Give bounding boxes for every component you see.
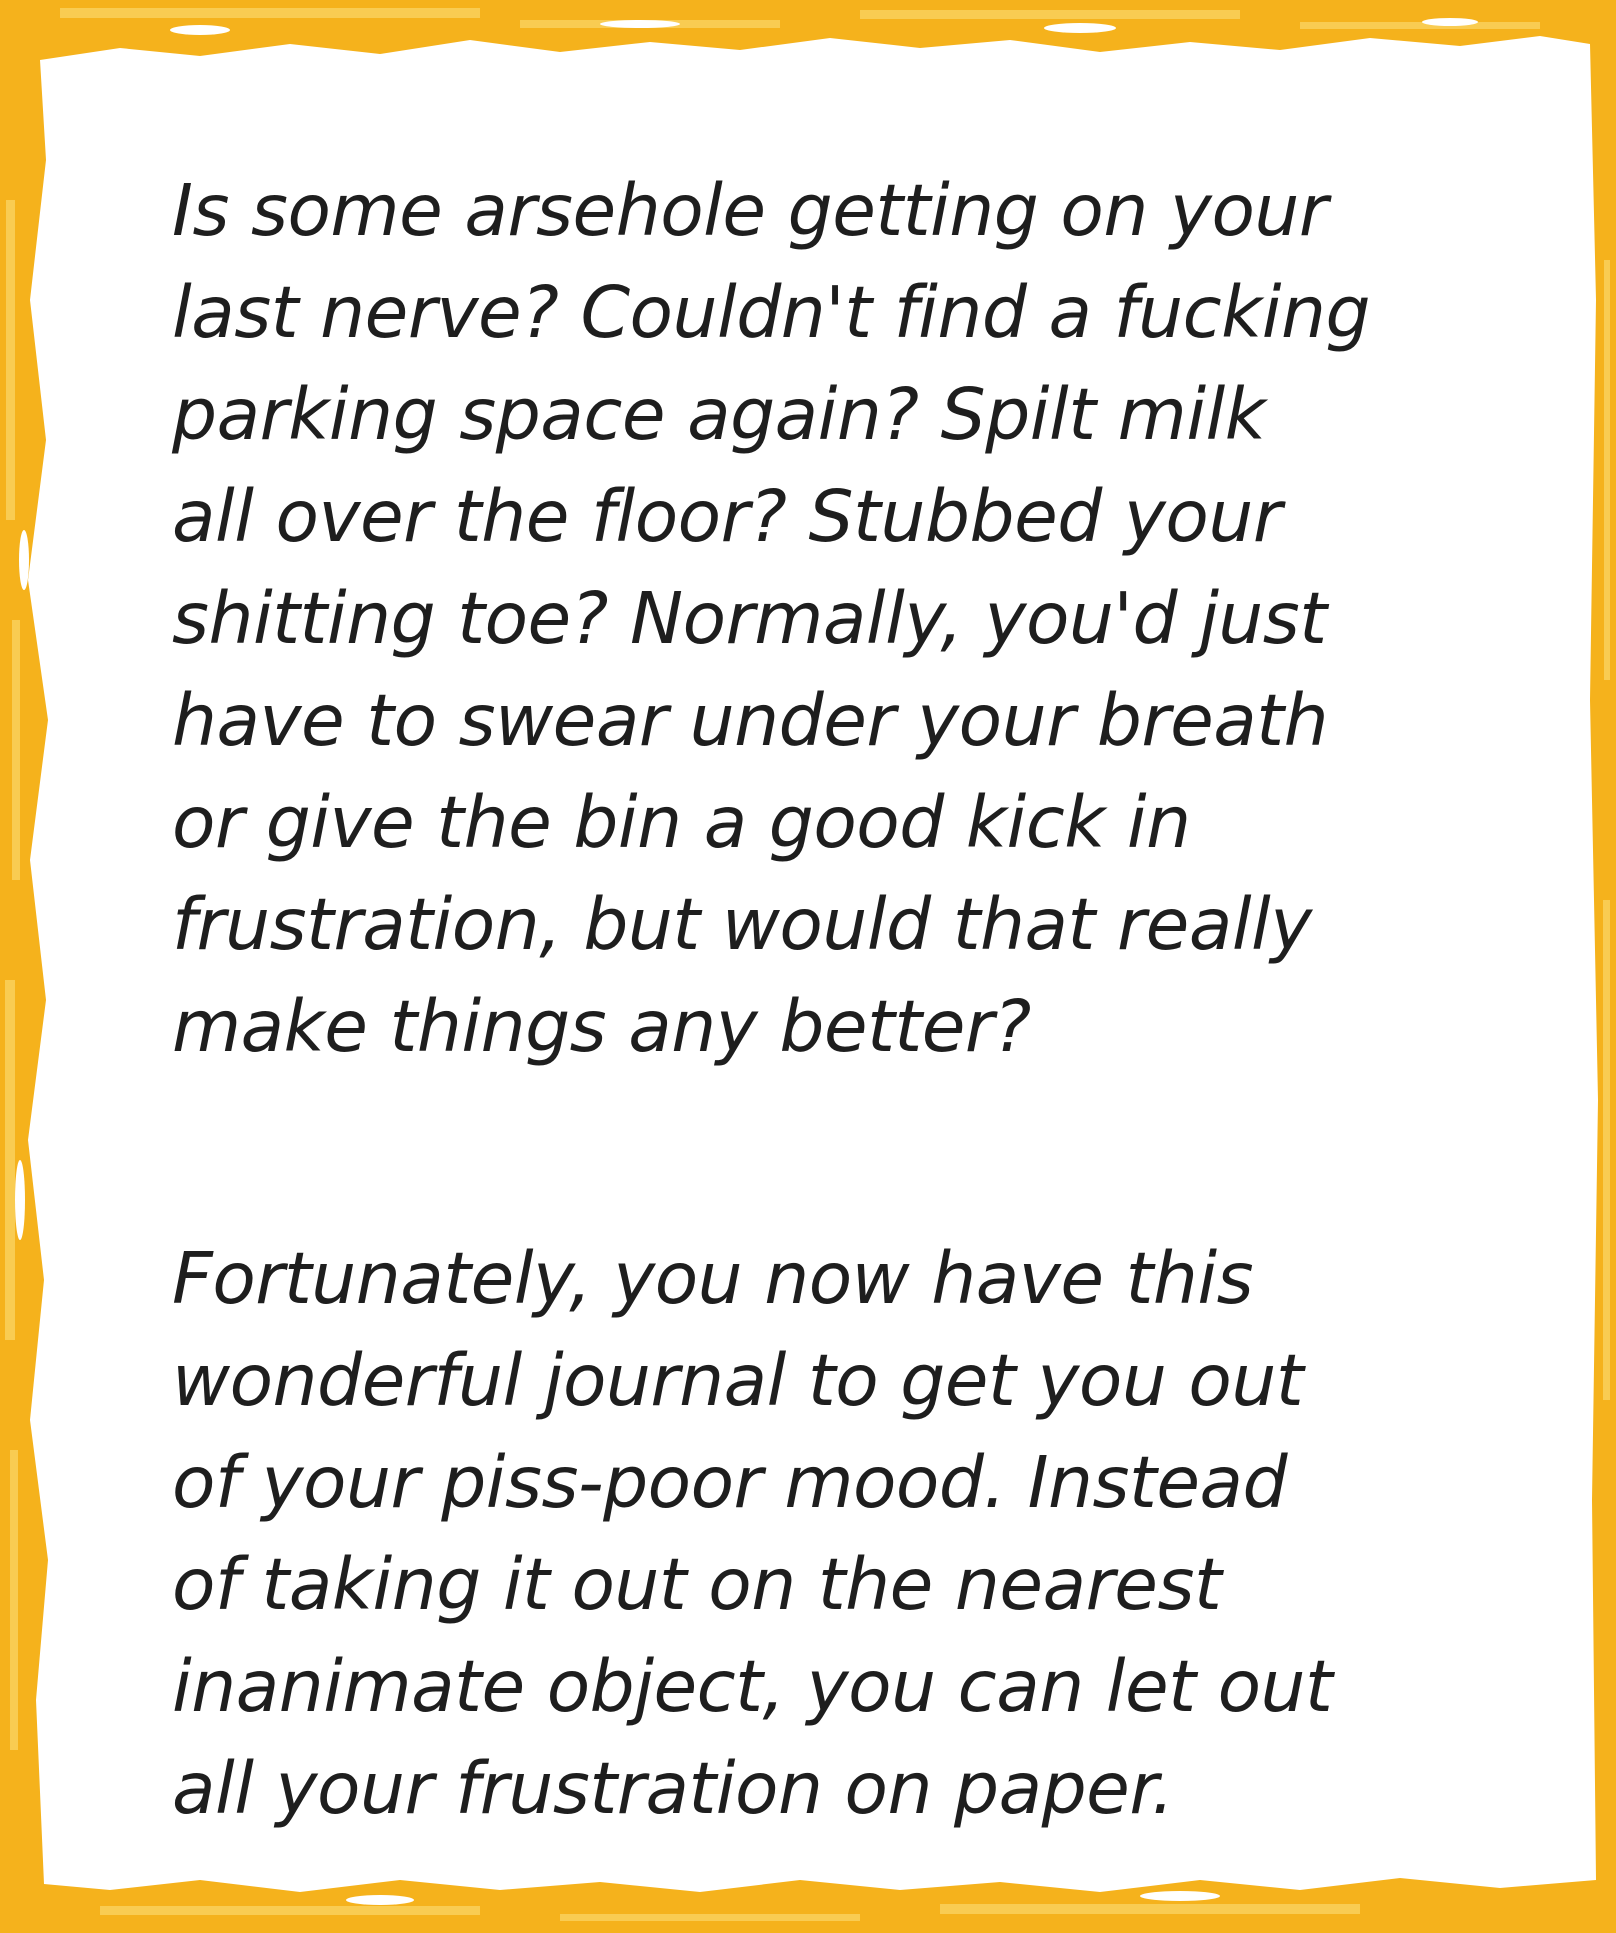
text-line: make things any better?	[172, 985, 1031, 1068]
text-line: frustration, but would that really	[172, 883, 1312, 966]
text-line: of taking it out on the nearest	[172, 1543, 1222, 1626]
text-line: all over the floor? Stubbed your	[172, 475, 1282, 558]
text-line: wonderful journal to get you out	[172, 1339, 1304, 1422]
text-line: of your piss-poor mood. Instead	[172, 1441, 1288, 1524]
text-line: last nerve? Couldn't find a fucking	[172, 271, 1371, 354]
text-line: all your frustration on paper.	[172, 1747, 1174, 1830]
text-line: or give the bin a good kick in	[172, 781, 1191, 864]
paragraph-1	[172, 160, 1422, 1078]
text-line: have to swear under your breath	[172, 679, 1329, 762]
text-line: parking space again? Spilt milk	[172, 373, 1266, 456]
text-line: Is some arsehole getting on your	[172, 169, 1328, 252]
journal-intro-text	[172, 160, 1422, 1840]
text-line: Fortunately, you now have this	[172, 1237, 1254, 1320]
paragraph-gap	[172, 1078, 1422, 1228]
text-line: inanimate object, you can let out	[172, 1645, 1333, 1728]
paragraph-2	[172, 1228, 1422, 1840]
text-line: shitting toe? Normally, you'd just	[172, 577, 1327, 660]
